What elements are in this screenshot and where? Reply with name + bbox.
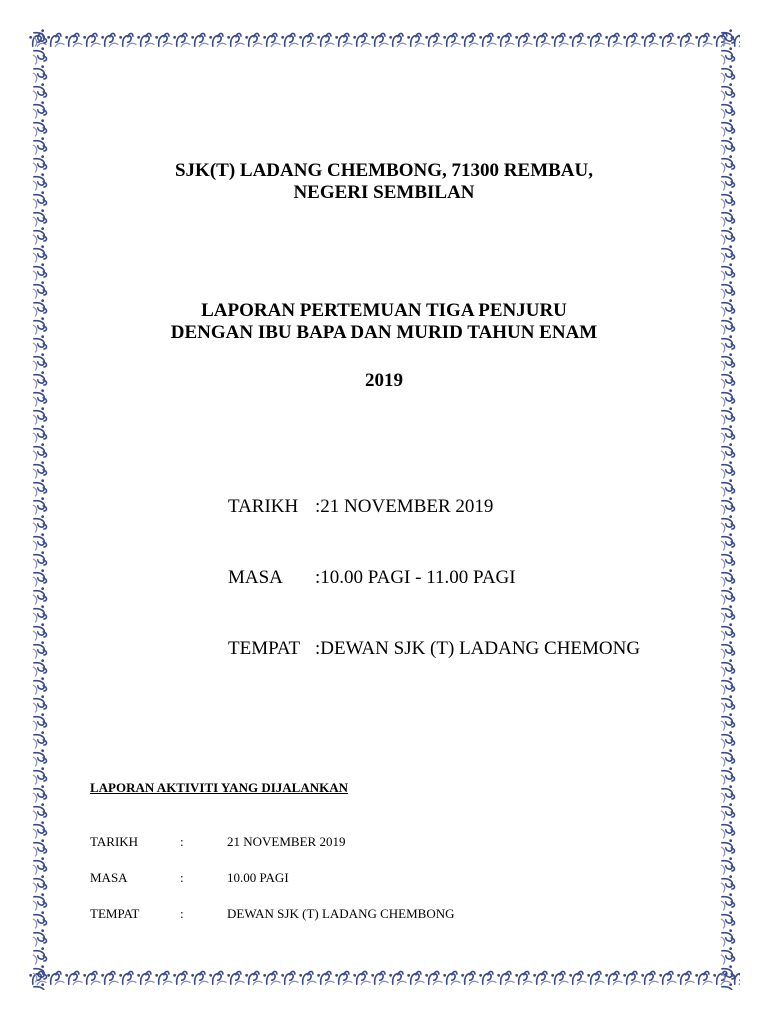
- activity-value-date: 21 NOVEMBER 2019: [227, 834, 346, 849]
- info-row-venue: [228, 638, 640, 660]
- ornament-border-top: [28, 28, 740, 52]
- info-value-date: :21 NOVEMBER 2019: [315, 496, 494, 517]
- activity-label-venue: TEMPAT: [90, 906, 140, 921]
- school-heading: [0, 160, 768, 204]
- info-label-time: MASA: [228, 567, 283, 588]
- ornament-border-bottom: [28, 966, 740, 990]
- activity-label-time: MASA: [90, 870, 128, 885]
- info-value-venue: :DEWAN SJK (T) LADANG CHEMONG: [315, 638, 641, 659]
- activity-section-heading: LAPORAN AKTIVITI YANG DIJALANKAN: [90, 780, 348, 795]
- info-value-time: :10.00 PAGI - 11.00 PAGI: [315, 567, 516, 588]
- info-row-time: [228, 567, 516, 589]
- activity-colon-date: :: [180, 834, 184, 849]
- school-name-line1: SJK(T) LADANG CHEMBONG, 71300 REMBAU,: [174, 160, 593, 181]
- info-label-venue: TEMPAT: [228, 638, 301, 659]
- report-title-line1: LAPORAN PERTEMUAN TIGA PENJURU: [201, 300, 567, 321]
- school-name-line2: NEGERI SEMBILAN: [293, 182, 475, 203]
- activity-colon-time: :: [180, 870, 184, 885]
- activity-label-date: TARIKH: [90, 834, 139, 849]
- info-label-date: TARIKH: [228, 496, 299, 517]
- activity-colon-venue: :: [180, 906, 184, 921]
- report-title-line2: DENGAN IBU BAPA DAN MURID TAHUN ENAM: [170, 322, 598, 343]
- activity-value-time: 10.00 PAGI: [227, 870, 289, 885]
- info-row-date: [228, 496, 493, 518]
- report-title: [0, 300, 768, 344]
- activity-value-venue: DEWAN SJK (T) LADANG CHEMBONG: [227, 906, 455, 921]
- report-year: 2019: [365, 370, 403, 391]
